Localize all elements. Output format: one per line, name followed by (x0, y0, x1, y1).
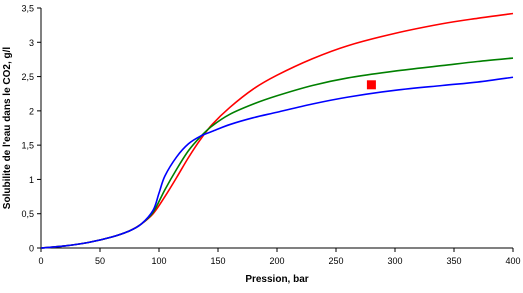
data-marker-square (367, 80, 376, 89)
y-tick-label: 1,5 (21, 140, 34, 151)
y-tick-label: 1 (28, 174, 34, 185)
marker-layer (367, 80, 376, 89)
x-tick-label: 200 (269, 256, 285, 266)
x-axis-ticks (38, 248, 520, 266)
y-axis-ticks (21, 4, 41, 254)
series-layer (41, 13, 513, 248)
y-tick-label: 3,5 (21, 3, 34, 14)
x-axis-label: Pression, bar (245, 274, 309, 285)
y-tick-label: 2 (28, 106, 34, 117)
x-tick-label: 150 (210, 256, 226, 266)
y-tick-label: 3 (28, 37, 34, 48)
y-axis-label: Solubilite de l'eau dans le CO2, g/l (2, 46, 13, 210)
series-line-2 (41, 58, 513, 248)
y-tick-label: 0,5 (21, 209, 34, 220)
x-tick-label: 50 (94, 256, 106, 266)
x-tick-label: 0 (38, 256, 44, 266)
x-tick-label: 400 (505, 256, 521, 266)
x-tick-label: 350 (446, 256, 462, 266)
series-line-3 (41, 77, 513, 248)
y-tick-label: 0 (28, 243, 34, 254)
x-tick-label: 250 (328, 256, 344, 266)
y-tick-label: 2,5 (21, 72, 34, 83)
x-tick-label: 300 (387, 256, 403, 266)
series-line-1 (41, 13, 513, 248)
x-tick-label: 100 (151, 256, 167, 266)
